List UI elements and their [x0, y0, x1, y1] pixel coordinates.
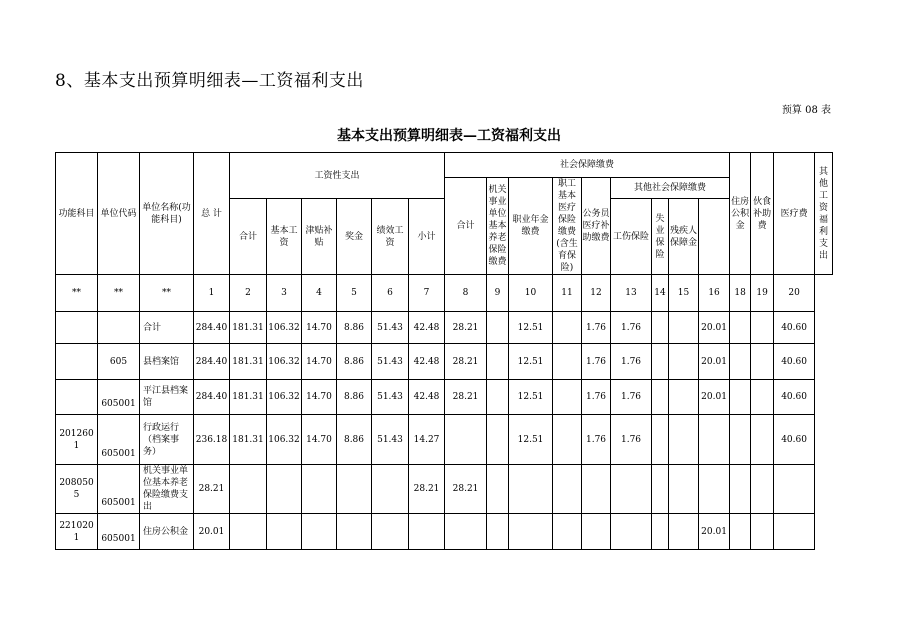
value-cell: 14.27	[409, 415, 445, 465]
value-cell	[669, 380, 699, 415]
value-cell: 12.51	[509, 344, 553, 380]
table-row	[56, 344, 833, 380]
header-unemployment: 失业保险	[652, 199, 669, 275]
unit-code-cell: 605001	[98, 514, 140, 550]
value-cell	[774, 514, 815, 550]
value-cell	[652, 415, 669, 465]
index-cell: 10	[509, 275, 553, 312]
value-cell: 181.31	[230, 344, 267, 380]
header-bonus: 奖金	[337, 199, 372, 275]
table-number: 预算 08 表	[781, 105, 831, 116]
value-cell: 8.86	[337, 344, 372, 380]
value-cell	[751, 380, 774, 415]
index-cell: 14	[652, 275, 669, 312]
unit-name-cell: 行政运行（档案事务）	[140, 415, 194, 465]
index-cell: 12	[582, 275, 611, 312]
index-cell: 2	[230, 275, 267, 312]
index-cell: 6	[372, 275, 409, 312]
unit-code-cell: 605	[98, 344, 140, 380]
value-cell: 8.86	[337, 415, 372, 465]
value-cell: 1.76	[611, 344, 652, 380]
value-cell	[652, 312, 669, 344]
value-cell	[553, 380, 582, 415]
index-cell: 3	[267, 275, 302, 312]
value-cell	[553, 312, 582, 344]
value-cell	[553, 344, 582, 380]
func-code-cell: 2080505	[56, 465, 98, 514]
value-cell: 40.60	[774, 380, 815, 415]
value-cell: 1.76	[582, 312, 611, 344]
value-cell: 42.48	[409, 344, 445, 380]
value-cell: 14.70	[302, 415, 337, 465]
value-cell	[372, 465, 409, 514]
table-row	[56, 514, 833, 550]
budget-table	[55, 152, 833, 550]
unit-name-cell: 合计	[140, 312, 194, 344]
value-cell	[553, 465, 582, 514]
header-other-social-group: 其他社会保障缴费	[611, 178, 730, 199]
header-total: 总 计	[194, 153, 230, 275]
value-cell	[699, 465, 730, 514]
value-cell	[611, 514, 652, 550]
value-cell: 20.01	[699, 380, 730, 415]
value-cell	[487, 380, 509, 415]
value-cell	[751, 312, 774, 344]
value-cell: 106.32	[267, 415, 302, 465]
header-med-fee: 医疗费	[774, 153, 815, 275]
value-cell: 284.40	[194, 344, 230, 380]
header-unit-name: 单位名称(功能科目)	[140, 153, 194, 275]
value-cell: 20.01	[194, 514, 230, 550]
value-cell: 106.32	[267, 380, 302, 415]
index-cell: 4	[302, 275, 337, 312]
index-cell: 20	[774, 275, 815, 312]
value-cell: 20.01	[699, 312, 730, 344]
value-cell: 51.43	[372, 380, 409, 415]
index-cell: 13	[611, 275, 652, 312]
index-cell: 8	[445, 275, 487, 312]
header-other-welfare: 其他工资福利支出	[815, 153, 833, 275]
header-annuity: 职业年金缴费	[509, 178, 553, 275]
table-row	[56, 465, 833, 514]
value-cell	[582, 514, 611, 550]
value-cell	[730, 415, 751, 465]
value-cell	[730, 380, 751, 415]
value-cell	[337, 465, 372, 514]
value-cell	[652, 514, 669, 550]
table-row	[56, 312, 833, 344]
index-cell: 19	[751, 275, 774, 312]
value-cell: 51.43	[372, 344, 409, 380]
unit-code-cell: 605001	[98, 415, 140, 465]
value-cell: 1.76	[611, 415, 652, 465]
value-cell	[730, 344, 751, 380]
index-cell: 16	[699, 275, 730, 312]
value-cell: 12.51	[509, 415, 553, 465]
value-cell: 236.18	[194, 415, 230, 465]
index-cell: 18	[730, 275, 751, 312]
value-cell: 12.51	[509, 312, 553, 344]
value-cell	[652, 465, 669, 514]
index-row	[56, 275, 833, 312]
value-cell	[751, 465, 774, 514]
value-cell	[487, 344, 509, 380]
unit-name-cell: 机关事业单位基本养老保险缴费支出	[140, 465, 194, 514]
value-cell	[751, 344, 774, 380]
value-cell: 8.86	[337, 380, 372, 415]
value-cell	[751, 514, 774, 550]
value-cell: 20.01	[699, 514, 730, 550]
value-cell: 28.21	[409, 465, 445, 514]
value-cell	[730, 465, 751, 514]
value-cell: 28.21	[445, 465, 487, 514]
unit-code-cell	[98, 312, 140, 344]
header-pension: 机关事业单位基本养老保险缴费	[487, 178, 509, 275]
value-cell: 8.86	[337, 312, 372, 344]
value-cell	[409, 514, 445, 550]
value-cell: 28.21	[445, 344, 487, 380]
index-cell: 9	[487, 275, 509, 312]
value-cell: 14.70	[302, 344, 337, 380]
value-cell: 1.76	[611, 312, 652, 344]
value-cell: 28.21	[445, 380, 487, 415]
header-salary-group: 工资性支出	[230, 153, 445, 199]
value-cell: 28.21	[445, 312, 487, 344]
func-code-cell	[56, 380, 98, 415]
index-cell: 15	[669, 275, 699, 312]
header-civil-medical: 公务员医疗补助缴费	[582, 178, 611, 275]
value-cell	[230, 514, 267, 550]
header-unit-code: 单位代码	[98, 153, 140, 275]
unit-code-cell: 605001	[98, 380, 140, 415]
value-cell	[230, 465, 267, 514]
value-cell	[699, 415, 730, 465]
value-cell: 51.43	[372, 415, 409, 465]
value-cell: 1.76	[582, 415, 611, 465]
index-cell: **	[56, 275, 98, 312]
value-cell	[611, 465, 652, 514]
value-cell	[509, 465, 553, 514]
value-cell	[302, 514, 337, 550]
header-food: 伙食补助费	[751, 153, 774, 275]
value-cell	[669, 465, 699, 514]
value-cell: 181.31	[230, 312, 267, 344]
value-cell: 106.32	[267, 344, 302, 380]
func-code-cell	[56, 312, 98, 344]
unit-code-cell: 605001	[98, 465, 140, 514]
header-allowance: 津贴补贴	[302, 199, 337, 275]
value-cell	[751, 415, 774, 465]
value-cell	[487, 465, 509, 514]
page-heading: 8、基本支出预算明细表—工资福利支出	[55, 71, 364, 91]
unit-name-cell: 平江县档案馆	[140, 380, 194, 415]
value-cell: 12.51	[509, 380, 553, 415]
table-title: 基本支出预算明细表—工资福利支出	[337, 128, 561, 144]
value-cell: 106.32	[267, 312, 302, 344]
func-code-cell	[56, 344, 98, 380]
value-cell	[730, 312, 751, 344]
value-cell	[487, 514, 509, 550]
header-other-subtotal: 小计	[409, 199, 445, 275]
value-cell	[302, 465, 337, 514]
value-cell	[553, 415, 582, 465]
table-row	[56, 380, 833, 415]
value-cell	[652, 380, 669, 415]
value-cell	[652, 344, 669, 380]
index-cell: **	[140, 275, 194, 312]
table-header	[56, 153, 833, 275]
value-cell: 14.70	[302, 312, 337, 344]
unit-name-cell: 住房公积金	[140, 514, 194, 550]
value-cell	[372, 514, 409, 550]
table-row	[56, 415, 833, 465]
index-cell: **	[98, 275, 140, 312]
value-cell	[267, 465, 302, 514]
value-cell	[487, 312, 509, 344]
header-social-group: 社会保障缴费	[445, 153, 730, 178]
value-cell	[774, 465, 815, 514]
value-cell: 40.60	[774, 312, 815, 344]
value-cell: 1.76	[582, 380, 611, 415]
header-func: 功能科目	[56, 153, 98, 275]
value-cell	[669, 514, 699, 550]
index-cell: 11	[553, 275, 582, 312]
value-cell	[730, 514, 751, 550]
value-cell	[267, 514, 302, 550]
index-cell: 5	[337, 275, 372, 312]
header-medical: 职工基本医疗保险缴费(含生育保险)	[553, 178, 582, 275]
unit-name-cell: 县档案馆	[140, 344, 194, 380]
value-cell: 181.31	[230, 415, 267, 465]
value-cell: 42.48	[409, 312, 445, 344]
value-cell: 284.40	[194, 380, 230, 415]
index-cell: 1	[194, 275, 230, 312]
index-cell: 7	[409, 275, 445, 312]
value-cell	[582, 465, 611, 514]
value-cell	[337, 514, 372, 550]
value-cell: 284.40	[194, 312, 230, 344]
header-social-total: 合计	[445, 178, 487, 275]
value-cell	[487, 415, 509, 465]
header-injury: 工伤保险	[611, 199, 652, 275]
header-disability: 残疾人保障金	[669, 199, 699, 275]
header-salary-total: 合计	[230, 199, 267, 275]
value-cell: 28.21	[194, 465, 230, 514]
value-cell: 1.76	[582, 344, 611, 380]
value-cell	[509, 514, 553, 550]
value-cell: 181.31	[230, 380, 267, 415]
table-body	[56, 275, 833, 550]
value-cell: 40.60	[774, 344, 815, 380]
value-cell	[553, 514, 582, 550]
header-housing: 住房公积金	[730, 153, 751, 275]
value-cell	[669, 312, 699, 344]
header-performance: 绩效工资	[372, 199, 409, 275]
value-cell	[669, 344, 699, 380]
value-cell: 51.43	[372, 312, 409, 344]
value-cell	[445, 415, 487, 465]
func-code-cell: 2210201	[56, 514, 98, 550]
value-cell: 20.01	[699, 344, 730, 380]
header-basic-salary: 基本工资	[267, 199, 302, 275]
value-cell: 1.76	[611, 380, 652, 415]
value-cell: 40.60	[774, 415, 815, 465]
value-cell	[669, 415, 699, 465]
value-cell	[445, 514, 487, 550]
value-cell: 42.48	[409, 380, 445, 415]
func-code-cell: 2012601	[56, 415, 98, 465]
value-cell: 14.70	[302, 380, 337, 415]
